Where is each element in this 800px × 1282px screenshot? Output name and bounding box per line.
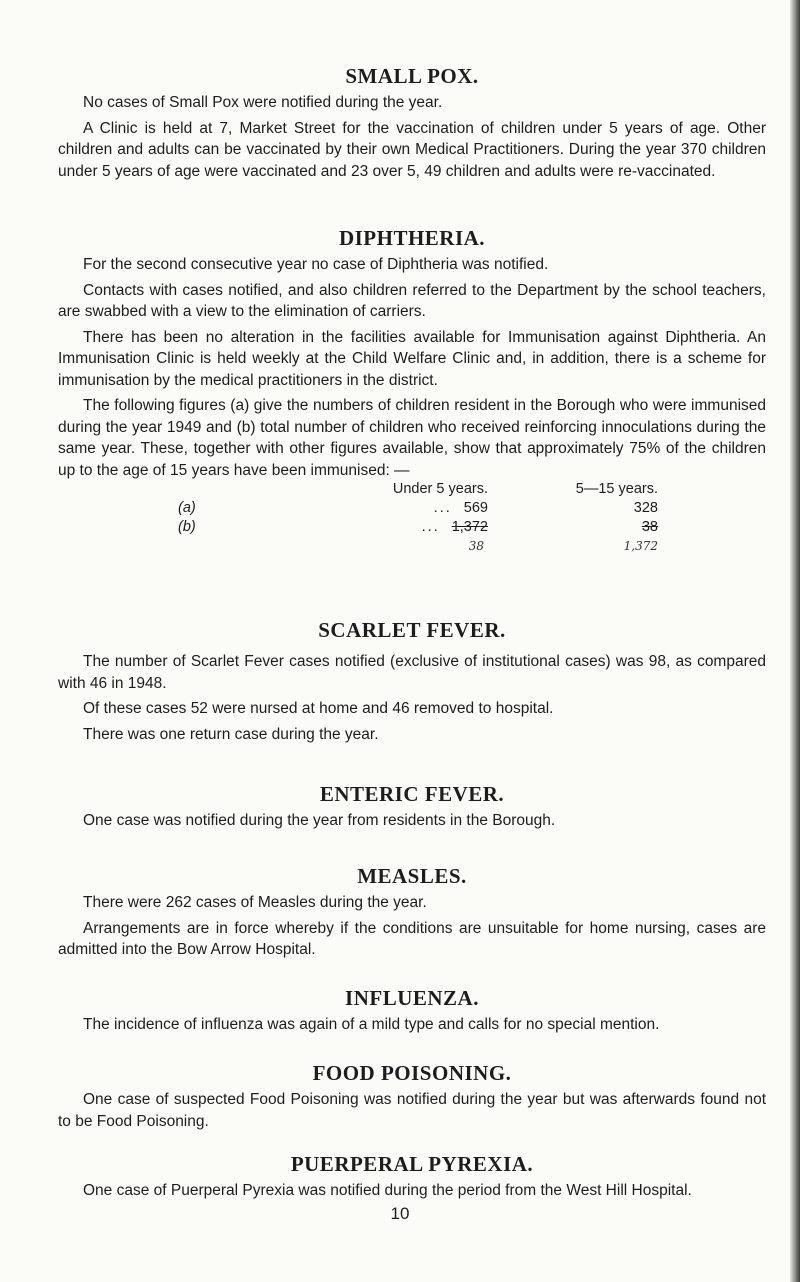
measles-para-2: Arrangements are in force whereby if the conditions are unsuitable for home nursing, cases are admitted into the Bow Arrow Hospital. <box>58 919 766 958</box>
row-a-under5 <box>278 500 558 519</box>
section-food-poisoning <box>58 1061 766 1132</box>
heading-diphtheria: DIPHTHERIA. <box>338 226 486 250</box>
col-under-5-header: Under 5 years. <box>392 481 488 497</box>
handwritten-under5 <box>278 538 558 557</box>
diphtheria-para-2: Contacts with cases notified, and also children referred to the Department by the school teachers, are swabbed with a view to the elimination of carriers. <box>58 281 766 320</box>
row-label: (a) <box>178 500 196 516</box>
heading-scarlet-fever: SCARLET FEVER. <box>318 618 506 642</box>
cell-value-struck: 1,372 <box>451 519 488 535</box>
leader-dots: ... <box>433 500 452 516</box>
heading-enteric-fever: ENTERIC FEVER. <box>319 782 505 806</box>
table-row <box>178 519 658 538</box>
handwritten-value: 38 <box>468 539 484 553</box>
cell-value: 569 <box>463 500 488 516</box>
handwritten-value: 1,372 <box>623 539 658 553</box>
scarlet-para-2: Of these cases 52 were nursed at home and 46 removed to hospital. <box>83 700 554 717</box>
section-diphtheria <box>58 226 766 557</box>
influenza-para-1: The incidence of influenza was again of a mild type and calls for no special mention. <box>83 1016 660 1033</box>
measles-para-1: There were 262 cases of Measles during the year. <box>83 894 427 911</box>
section-influenza <box>58 986 766 1036</box>
scarlet-para-3: There was one return case during the year. <box>83 725 379 743</box>
heading-smallpox: SMALL POX. <box>345 64 479 88</box>
heading-influenza: INFLUENZA. <box>345 986 479 1010</box>
handwritten-correction-row <box>178 538 658 557</box>
table-row <box>178 500 658 519</box>
handwritten-age5to15 <box>558 538 658 557</box>
cell-value-struck: 38 <box>641 519 658 535</box>
heading-measles: MEASLES. <box>357 864 467 888</box>
smallpox-para-2: A Clinic is held at 7, Market Street for the vaccination of children under 5 years of age. Other children and adults can be vaccinated by their own Medical Practitioners. During the year 370 children under 5 years of age were vaccinated and 23 over 5, 49 children and adults were re-vaccinated. <box>58 119 766 180</box>
heading-food-poisoning: FOOD POISONING. <box>312 1061 512 1085</box>
puerperal-para-1: One case of Puerperal Pyrexia was notified during the period from the West Hill Hospital. <box>83 1182 692 1199</box>
row-b-under5 <box>278 519 558 538</box>
diphtheria-para-1: For the second consecutive year no case of Diphtheria was notified. <box>83 256 549 273</box>
leader-dots: ... <box>421 519 440 535</box>
table-header-row <box>178 481 658 500</box>
row-a-age5to15 <box>558 500 658 519</box>
cell-value: 328 <box>633 500 658 516</box>
section-enteric-fever <box>58 782 766 832</box>
scarlet-para-1: The number of Scarlet Fever cases notified (exclusive of institutional cases) was 98, as compared with 46 in 1948. <box>58 653 766 692</box>
smallpox-para-1: No cases of Small Pox were notified during the year. <box>83 94 443 111</box>
row-label: (b) <box>178 519 196 535</box>
row-b-age5to15 <box>558 519 658 538</box>
immunisation-table <box>178 481 658 557</box>
heading-puerperal-pyrexia: PUERPERAL PYREXIA. <box>290 1152 534 1176</box>
enteric-para-1: One case was notified during the year from residents in the Borough. <box>83 812 556 829</box>
section-measles <box>58 864 766 961</box>
section-puerperal-pyrexia <box>58 1152 766 1202</box>
col-5-15-header: 5—15 years. <box>575 481 658 497</box>
diphtheria-para-4: The following figures (a) give the numbers of children resident in the Borough who were immunised during the year 1949 and (b) total number of children who received reinforcing innoculations during the same year. These, together with other figures available, show that approximately 75% of the children up to the age of 15 years have been immunised: — <box>58 397 766 479</box>
page-number: 10 <box>390 1204 410 1223</box>
section-scarlet-fever <box>58 618 766 745</box>
page-edge-shadow <box>790 0 800 1282</box>
food-para-1: One case of suspected Food Poisoning was notified during the year but was afterwards found not to be Food Poisoning. <box>58 1091 766 1130</box>
section-smallpox <box>58 64 766 182</box>
diphtheria-para-3: There has been no alteration in the facilities available for Immunisation against Diphtheria. An Immunisation Clinic is held weekly at the Child Welfare Clinic and, in addition, there is a scheme for immunisation by the medical practitioners in the district. <box>58 328 766 389</box>
